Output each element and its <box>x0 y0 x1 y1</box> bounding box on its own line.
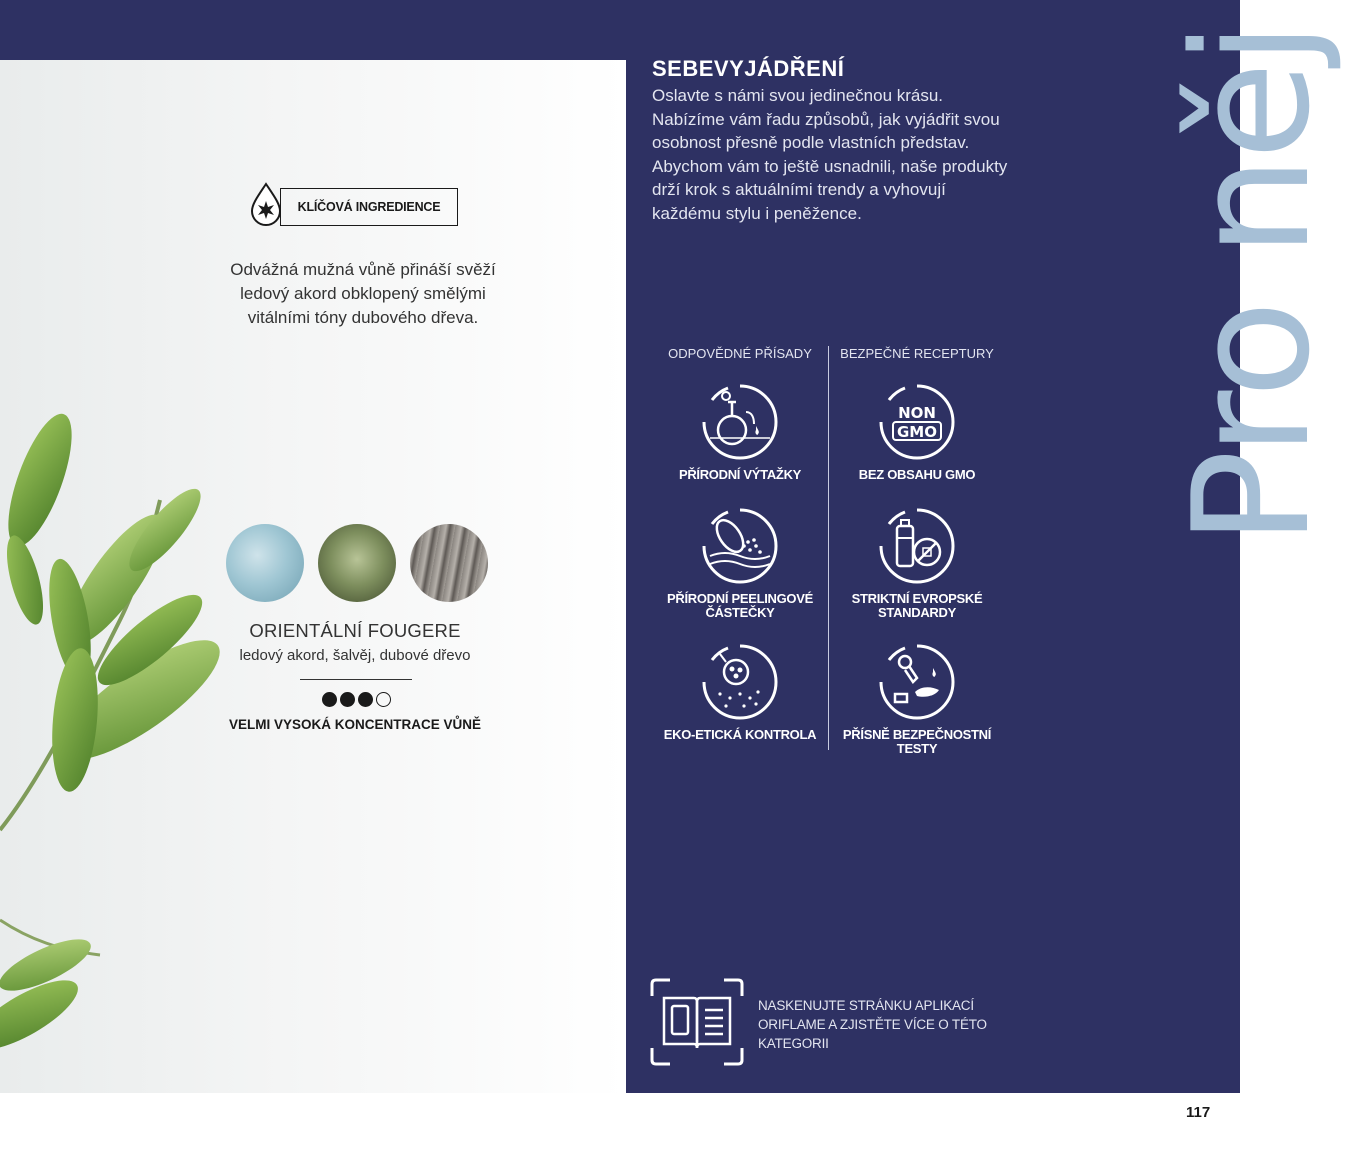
key-ingredient-label: KLÍČOVÁ INGREDIENCE <box>280 188 458 226</box>
badge-label: EKO-ETICKÁ KONTROLA <box>663 727 817 742</box>
badge-label: PŘÍSNĚ BEZPEČNOSTNÍ TESTY <box>842 727 992 756</box>
badge-label: PŘÍRODNÍ VÝTAŽKY <box>678 467 802 482</box>
concentration-dot-filled <box>340 692 355 707</box>
natural-scrub-particles-icon <box>700 506 780 586</box>
concentration-dot-empty <box>376 692 391 707</box>
badge-natural-scrub-particles <box>655 506 825 620</box>
column-divider <box>828 346 829 750</box>
natural-extracts-icon <box>700 382 780 462</box>
eco-ethical-control-icon <box>700 642 780 722</box>
badge-label: BEZ OBSAHU GMO <box>858 467 976 482</box>
column-heading-safe: BEZPEČNÉ RECEPTURY <box>840 346 994 361</box>
scent-notes-row <box>226 524 488 602</box>
badge-safety-tests <box>832 642 1002 756</box>
key-ingredient-badge <box>248 188 458 226</box>
drop-star-icon <box>248 182 284 226</box>
concentration-dot-filled <box>358 692 373 707</box>
badge-natural-extracts <box>655 382 825 482</box>
section-heading: SEBEVYJÁDŘENÍ <box>652 56 845 81</box>
column-heading-responsible: ODPOVĚDNÉ PŘÍSADY <box>668 346 812 361</box>
divider <box>300 679 412 680</box>
badge-european-standards <box>832 506 1002 620</box>
scan-instruction: NASKENUJTE STRÁNKU APLIKACÍ ORIFLAME A ZJISTĚTE VÍCE O TÉTO KATEGORII <box>758 998 987 1051</box>
concentration-label: VELMI VYSOKÁ KONCENTRACE VŮNĚ <box>228 717 482 732</box>
badge-label: STRIKTNÍ EVROPSKÉ STANDARDY <box>851 591 983 620</box>
non-gmo-icon-text-top: NON <box>898 404 936 422</box>
vertical-title <box>1036 25 1345 550</box>
page-number: 117 <box>1186 1104 1211 1121</box>
sage-image <box>318 524 396 602</box>
safety-tests-icon <box>877 642 957 722</box>
non-gmo-icon <box>877 382 957 462</box>
section-intro: Oslavte s námi svou jedinečnou krásu. Nabízíme vám řadu způsobů, jak vyjádřit svou osobnost přesně podle vlastních představ. Abychom vám to ještě usnadnili, naše produkty drží krok s aktuálními trendy a vyhovují každému stylu i peněžence. <box>652 86 1008 223</box>
badge-non-gmo <box>832 382 1002 482</box>
fragrance-family: ORIENTÁLNÍ FOUGERE <box>249 620 461 641</box>
badge-label: PŘÍRODNÍ PEELINGOVÉ ČÁSTEČKY <box>667 591 813 620</box>
vertical-title-text: Pro něj <box>1158 25 1345 546</box>
oak-wood-image <box>410 524 488 602</box>
concentration-dots <box>322 692 391 707</box>
key-ingredient-description: Odvážná mužná vůně přináší svěží ledový akord obklopený smělými vitálními tóny dubového dřeva. <box>230 260 496 327</box>
scan-book-icon <box>650 978 744 1066</box>
european-standards-icon <box>877 506 957 586</box>
badge-eco-ethical-control <box>655 642 825 742</box>
fragrance-notes: ledový akord, šalvěj, dubové dřevo <box>239 647 471 664</box>
concentration-dot-filled <box>322 692 337 707</box>
ice-accord-image <box>226 524 304 602</box>
scan-callout <box>650 978 1010 1068</box>
non-gmo-icon-text-bottom: GMO <box>897 423 937 441</box>
